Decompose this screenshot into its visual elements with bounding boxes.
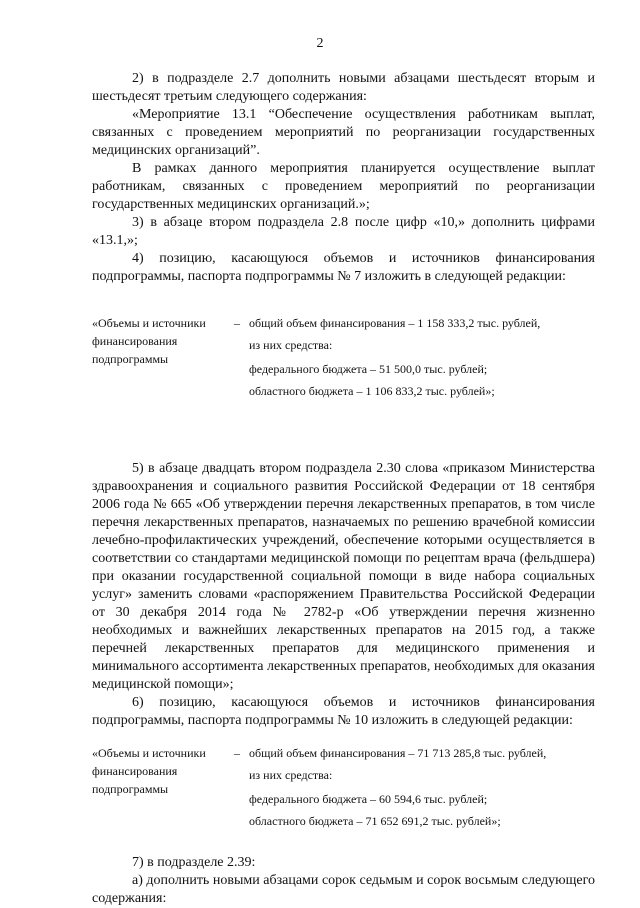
passport-of-which: из них средства: (249, 338, 333, 352)
passport-regional: областного бюджета – 1 106 833,2 тыс. рублей»; (249, 384, 495, 398)
passport-subprogram-10 (92, 744, 595, 834)
document-body (92, 70, 595, 908)
passport-regional: областного бюджета – 71 652 691,2 тыс. рублей»; (249, 814, 501, 828)
passport-dash: – (234, 746, 240, 760)
passport-federal: федерального бюджета – 51 500,0 тыс. рублей; (249, 362, 488, 376)
paragraph-item-7a: а) дополнить новыми абзацами сорок седьмым и сорок восьмым следующего содержания: (92, 873, 595, 906)
passport-label: «Объемы и источники финансирования подпрограммы (92, 316, 206, 366)
passport-total: общий объем финансирования – 1 158 333,2 тыс. рублей, (249, 316, 541, 330)
paragraph-item-6: 6) позицию, касающуюся объемов и источников финансирования подпрограммы, паспорта подпрограммы № 10 изложить в следующей редакции: (92, 695, 595, 728)
paragraph-measure-13-1: «Мероприятие 13.1 “Обеспечение осуществления работникам выплат, связанных с проведением мероприятий по реорганизации государственных медицинских организаций”. (92, 107, 595, 158)
paragraph-item-5: 5) в абзаце двадцать втором подраздела 2.30 слова «приказом Министерства здравоохранения и социального развития Российской Федерации от 18 сентября 2006 года № 665 «Об утверждении перечня лекарственных препаратов, в том числе перечня лекарственных препаратов, назначаемых по решению врачебной комиссии лечебно-профилактических учреждений, обеспечение которыми осуществляется в соответствии со стандартами медицинской помощи по рецептам врача (фельдшера) при оказании государственной социальной помощи в виде набора социальных услуг» заменить словами «распоряжением Правительства Российской Федерации от 30 декабря 2014 года № 2782-р «Об утверждении перечня жизненно необходимых и важнейших лекарственных препаратов на 2015 год, а также перечней лекарственных препаратов для медицинского применения и минимального ассортимента лекарственных препаратов, необходимых для оказания медицинской помощи»; (92, 461, 595, 692)
passport-values (247, 744, 595, 834)
paragraph-item-4: 4) позицию, касающуюся объемов и источников финансирования подпрограммы, паспорта подпрограммы № 7 изложить в следующей редакции: (92, 251, 595, 284)
paragraph-item-2: 2) в подразделе 2.7 дополнить новыми абзацами шестьдесят вторым и шестьдесят третьим следующего содержания: (92, 71, 595, 104)
passport-federal: федерального бюджета – 60 594,6 тыс. рублей; (249, 792, 488, 806)
passport-of-which: из них средства: (249, 768, 333, 782)
passport-total: общий объем финансирования – 71 713 285,8 тыс. рублей, (249, 746, 547, 760)
paragraph-item-7: 7) в подразделе 2.39: (132, 855, 256, 870)
paragraph-item-3: 3) в абзаце втором подраздела 2.8 после цифр «10,» дополнить цифрами «13.1,»; (92, 215, 595, 248)
passport-label: «Объемы и источники финансирования подпрограммы (92, 746, 206, 796)
passport-values (247, 314, 595, 404)
page-number: 2 (316, 36, 324, 51)
passport-dash: – (234, 316, 240, 330)
paragraph-measure-description: В рамках данного мероприятия планируется осуществление выплат работникам, связанных с проведением мероприятий по реорганизации государственных медицинских организаций.»; (92, 161, 595, 212)
passport-subprogram-7 (92, 314, 595, 404)
